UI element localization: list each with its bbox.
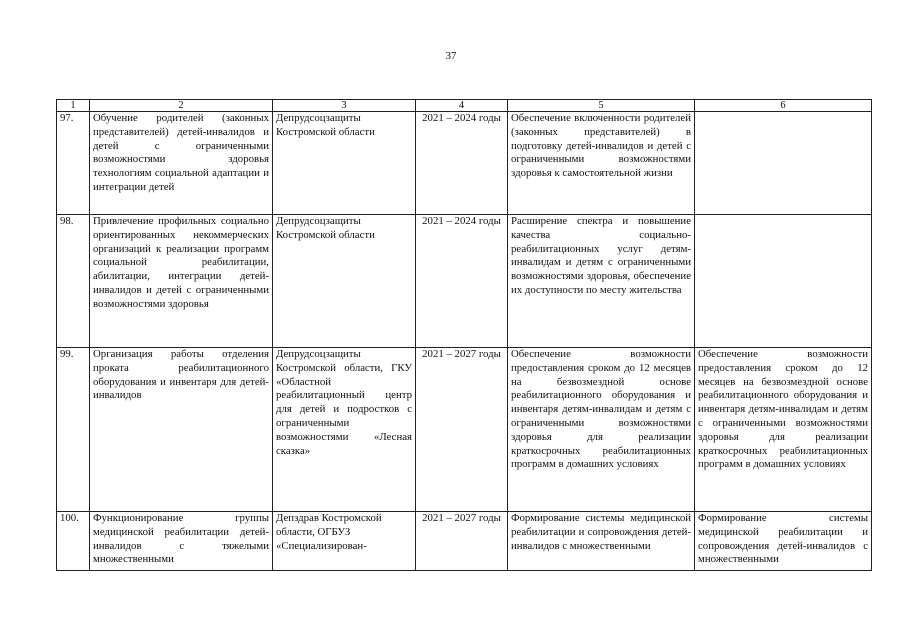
row-number: 100.: [57, 512, 90, 571]
extra-cell: Обеспечение возможности предоставления сроком до 12 месяцев на безвозмездной основе реабилитационного оборудования и инвентаря детям-инвалидам и детям с ограниченными возможностями здоровья для реализации краткосрочных реабилитационных программ в домашних условиях: [695, 348, 872, 512]
activity-cell: Организация работы отделения проката реабилитационного оборудования и инвентаря для детей-инвалидов: [90, 348, 273, 512]
header-cell: 6: [695, 100, 872, 112]
extra-cell: Формирование системы медицинской реабилитации и сопровождения детей-инвалидов с множественными: [695, 512, 872, 571]
activity-cell: Функционирование группы медицинской реабилитации детей-инвалидов с тяжелыми множественными: [90, 512, 273, 571]
activity-cell: Обучение родителей (законных представителей) детей-инвалидов и детей с ограниченными возможностями здоровья технологиям социальной адаптации и интеграции детей: [90, 112, 273, 215]
executor-cell: Депрудсоцзащиты Костромской области: [273, 215, 416, 348]
table-row: [57, 215, 872, 348]
page-number: 37: [445, 50, 457, 62]
header-cell: 1: [57, 100, 90, 112]
extra-cell: [695, 215, 872, 348]
activity-cell: Привлечение профильных социально ориентированных некоммерческих организаций к реализации программ социальной реабилитации, абилитации, интеграции детей-инвалидов и детей с ограниченными возможностями здоровья: [90, 215, 273, 348]
table-header-row: [57, 100, 872, 112]
result-cell: Расширение спектра и повышение качества социально-реабилитационных услуг детям-инвалидам и детям с ограниченными возможностями здоровья, обеспечение их доступности по месту жительства: [508, 215, 695, 348]
row-number: 98.: [57, 215, 90, 348]
executor-cell: Депрудсоцзащиты Костромской области, ГКУ «Областной реабилитационный центр для детей и подростков с ограниченными возможностями «Лесная сказка»: [273, 348, 416, 512]
table-row: [57, 112, 872, 215]
result-cell: Формирование системы медицинской реабилитации и сопровождения детей-инвалидов с множественными: [508, 512, 695, 571]
row-number: 97.: [57, 112, 90, 215]
measures-table: [56, 99, 872, 571]
table-row: [57, 512, 872, 571]
row-number: 99.: [57, 348, 90, 512]
executor-cell: Депрудсоцзащиты Костромской области: [273, 112, 416, 215]
extra-cell: [695, 112, 872, 215]
result-cell: Обеспечение включенности родителей (законных представителей) в подготовку детей-инвалидов и детей с ограниченными возможностями здоровья к самостоятельной жизни: [508, 112, 695, 215]
header-cell: 3: [273, 100, 416, 112]
executor-cell: Депздрав Костромской области, ОГБУЗ «Специализирован-: [273, 512, 416, 571]
header-cell: 4: [416, 100, 508, 112]
period-cell: 2021 – 2027 годы: [416, 512, 508, 571]
header-cell: 5: [508, 100, 695, 112]
period-cell: 2021 – 2027 годы: [416, 348, 508, 512]
period-cell: 2021 – 2024 годы: [416, 215, 508, 348]
period-cell: 2021 – 2024 годы: [416, 112, 508, 215]
result-cell: Обеспечение возможности предоставления сроком до 12 месяцев на безвозмездной основе реабилитационного оборудования и инвентаря детям-инвалидам и детям с ограниченными возможностями здоровья для реализации краткосрочных реабилитационных программ в домашних условиях: [508, 348, 695, 512]
header-cell: 2: [90, 100, 273, 112]
table-row: [57, 348, 872, 512]
